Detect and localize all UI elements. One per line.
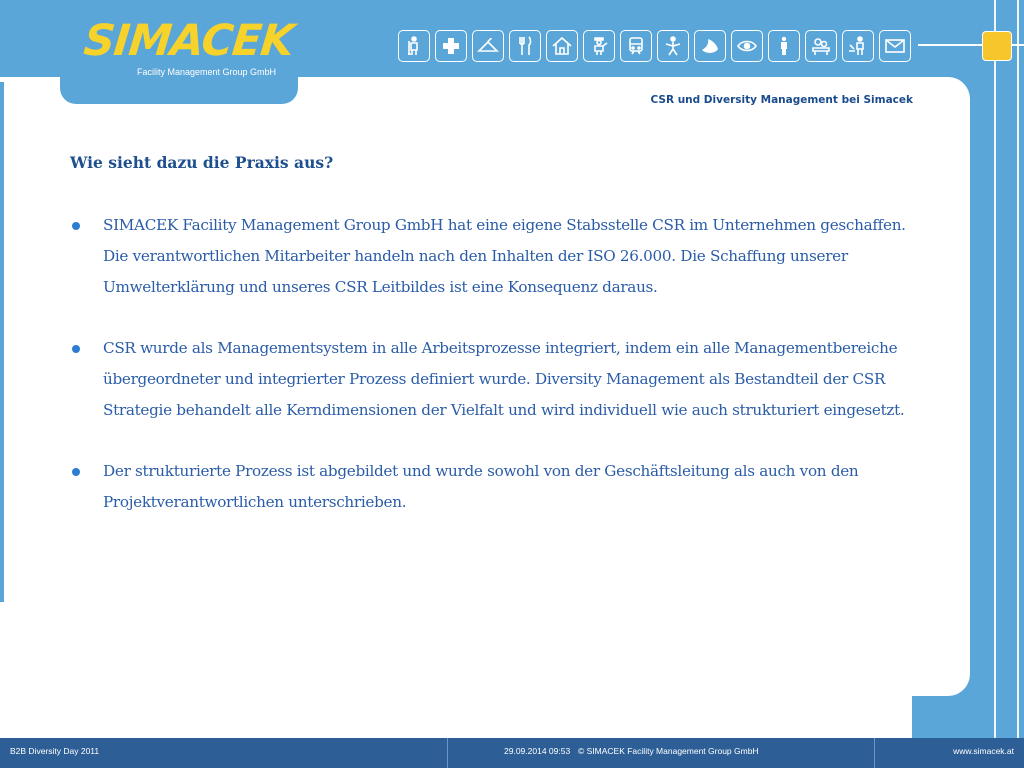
bullet-item xyxy=(70,456,920,518)
footer-divider xyxy=(874,738,875,768)
security-guard-icon xyxy=(583,30,615,62)
footer-date: 29.09.2014 09:53 xyxy=(504,746,571,756)
footer-event: B2B Diversity Day 2011 xyxy=(10,746,100,756)
cutlery-icon xyxy=(509,30,541,62)
decorative-line xyxy=(994,0,996,768)
bullet-dot xyxy=(72,468,80,476)
bullet-text: Der strukturierte Prozess ist abgebildet und wurde sowohl von der Geschäftsleitung als auch von den Projektverantwortlichen unterschrieben. xyxy=(103,462,859,511)
bullet-dot xyxy=(72,222,80,230)
content-panel-bottom xyxy=(0,690,912,738)
care-person-icon xyxy=(657,30,689,62)
standing-person-icon xyxy=(768,30,800,62)
footer xyxy=(0,738,1024,768)
footer-website-link[interactable]: www.simacek.at xyxy=(953,746,1014,756)
bullet-text: SIMACEK Facility Management Group GmbH hat eine eigene Stabsstelle CSR im Unternehmen geschaffen. Die verantwortlichen Mitarbeiter handeln nach den Inhalten der ISO 26.000. Die Schaffung unserer Umwelterklärung und unseres CSR Leitbildes ist eine Konsequenz daraus. xyxy=(103,216,906,296)
gardener-person-icon xyxy=(842,30,874,62)
section-title: Wie sieht dazu die Praxis aus? xyxy=(70,153,334,172)
coat-hanger-icon xyxy=(472,30,504,62)
service-icon-row xyxy=(398,30,911,62)
bullet-item xyxy=(70,333,920,426)
train-icon xyxy=(620,30,652,62)
slide-topic: CSR und Diversity Management bei Simacek xyxy=(650,94,913,106)
eye-icon xyxy=(731,30,763,62)
logo xyxy=(60,0,298,104)
catering-tray-icon xyxy=(805,30,837,62)
bullet-dot xyxy=(72,345,80,353)
bullet-text: CSR wurde als Managementsystem in alle Arbeitsprozesse integriert, indem ein alle Managementbereiche übergeordneter und integrierter Prozess definiert wurde. Diversity Management als Bestandteil der CSR Strategie behandelt alle Kerndimensionen der Vielfalt und wird individuell wie auch strukturiert eingesetzt. xyxy=(103,339,905,419)
envelope-icon xyxy=(879,30,911,62)
footer-divider xyxy=(447,738,448,768)
logo-wordmark: SIMACEK xyxy=(81,16,296,66)
footer-copyright: © SIMACEK Facility Management Group GmbH xyxy=(578,746,759,756)
bullet-item xyxy=(70,210,920,303)
decorative-line xyxy=(1017,0,1019,768)
accent-square xyxy=(982,31,1012,61)
left-edge-strip xyxy=(0,82,4,602)
bullet-list xyxy=(70,210,920,548)
cleaning-person-icon xyxy=(398,30,430,62)
house-icon xyxy=(546,30,578,62)
first-aid-cross-icon xyxy=(435,30,467,62)
croissant-icon xyxy=(694,30,726,62)
logo-tagline: Facility Management Group GmbH xyxy=(137,67,277,77)
